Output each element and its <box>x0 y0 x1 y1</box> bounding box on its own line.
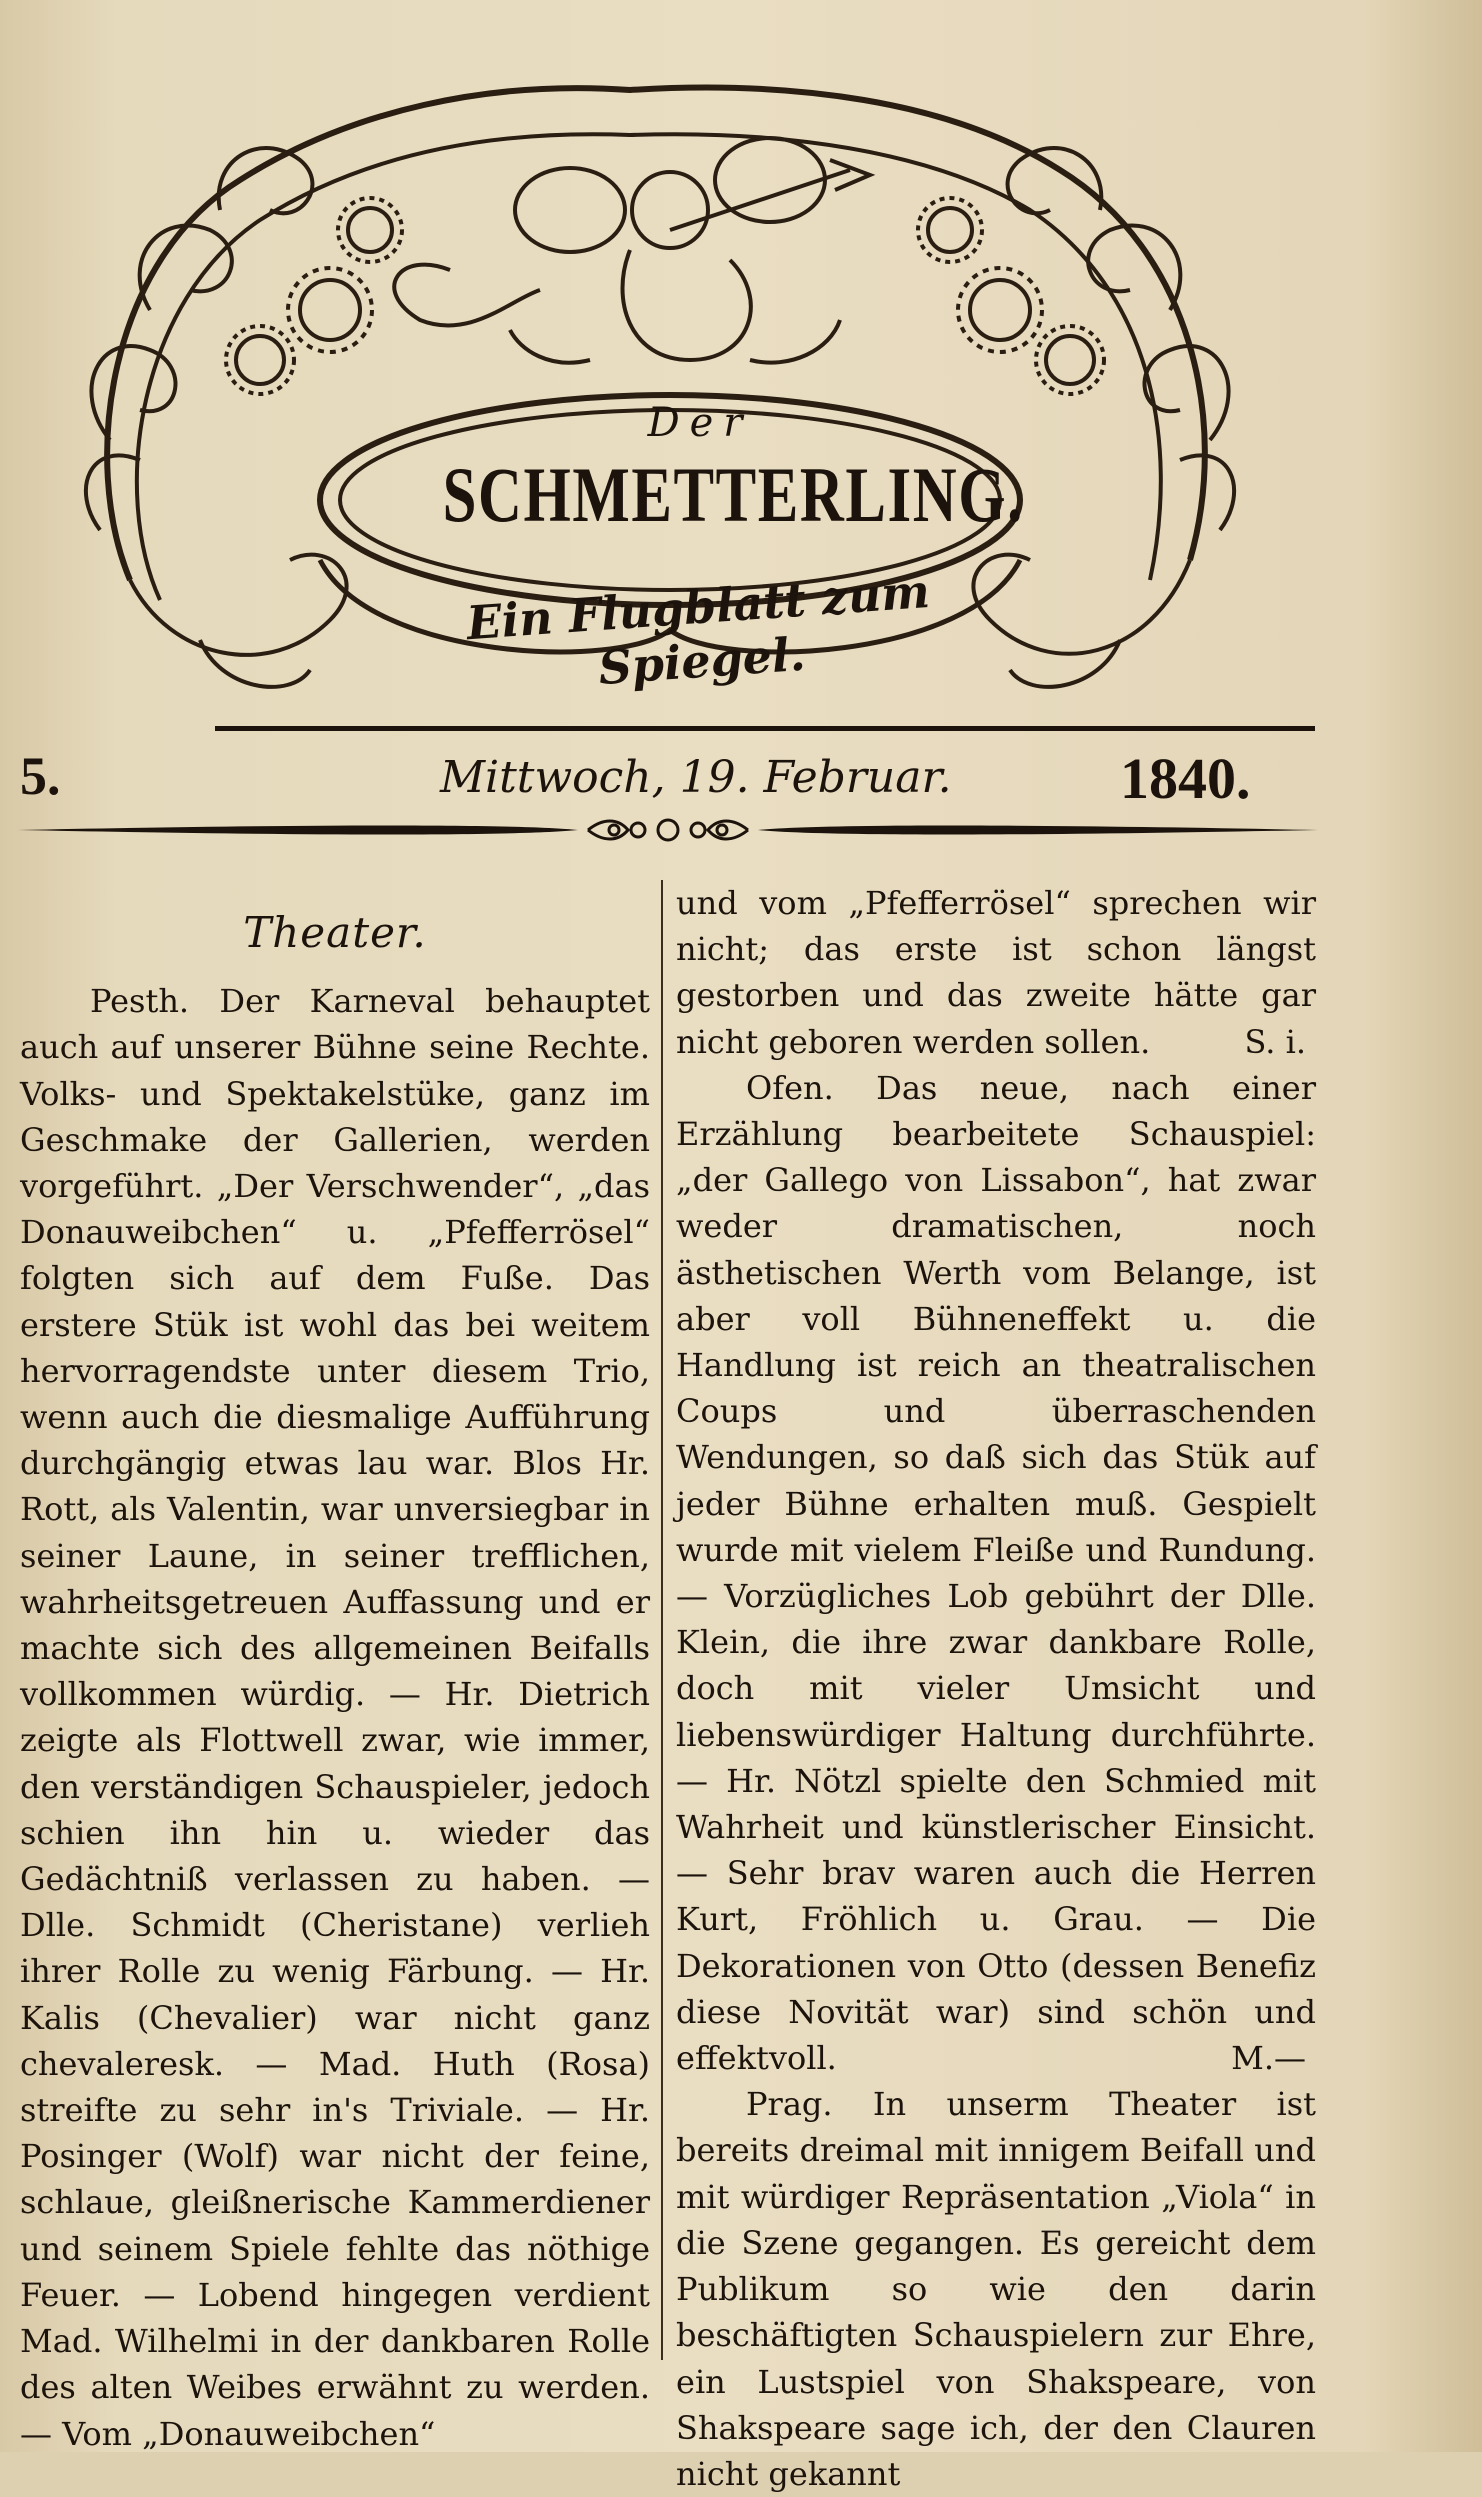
left-column <box>20 880 650 2457</box>
issue-date: Mittwoch, 19. Februar. <box>440 752 952 803</box>
article-prag: Prag. In unserm Theater ist bereits dreimal mit innigem Beifall und mit würdiger Repräsentation „Viola“ in die Szene gegangen. Es gereicht dem Publikum so wie den darin beschäftigten Schauspielern zur Ehre, ein Lustspiel von Shakspeare, von Shakspeare sage ich, der den Clauren nicht gekannt <box>676 2085 1316 2493</box>
article-pesth: Pesth. Der Karneval behauptet auch auf unserer Bühne seine Rechte. Volks- und Spektakelstüke, ganz im Geschmake der Gallerien, werden vorgeführt. „Der Verschwender“, „das Donauweibchen“ u. „Pfefferrösel“ folgten sich auf dem Fuße. Das erstere Stük ist wohl das bei weitem hervorragendste unter diesem Trio, wenn auch die diesmalige Aufführung durchgängig etwas lau war. Blos Hr. Rott, als Valentin, war unversiegbar in seiner Laune, in seiner trefflichen, wahrheitsgetreuen Auffassung und er machte sich des allgemeinen Beifalls vollkommen würdig. — Hr. Dietrich zeigte als Flottwell zwar, wie immer, den verständigen Schauspieler, jedoch schien ihn hin u. wieder das Gedächtniß verlassen zu haben. — Dlle. Schmidt (Cheristane) verlieh ihrer Rolle zu wenig Färbung. — Hr. Kalis (Chevalier) war nicht ganz chevaleresk. — Mad. Huth (Rosa) streifte zu sehr in's Triviale. — Hr. Posinger (Wolf) war nicht der feine, schlaue, gleißnerische Kammerdiener und seinem Spiele fehlte das nöthige Feuer. — Lobend hingegen verdient Mad. Wilhelmi in der dankbaren Rolle des alten Weibes erwähnt zu werden. — Vom „Donauweibchen“ <box>20 982 650 2453</box>
masthead-article: Der <box>647 400 753 446</box>
article-pesth-continued-text: und vom „Pfefferrösel“ sprechen wir nicht; das erste ist schon längst gestorben und das zweite hätte gar nicht geboren werden sollen. <box>676 884 1316 1061</box>
signature-si: S. i. <box>1244 1022 1306 1061</box>
masthead-rule <box>215 726 1315 731</box>
masthead <box>70 60 1250 700</box>
issue-number: 5. <box>20 746 61 806</box>
masthead-subtitle: Ein Flugblatt zum Spiegel. <box>464 563 932 696</box>
signature-m: M.— <box>1231 2039 1306 2078</box>
article-ofen-text: Ofen. Das neue, nach einer Erzählung bearbeitete Schauspiel: „der Gallego von Lissabon“, hat zwar weder dramatischen, noch ästhetischen Werth vom Belange, ist aber voll Bühneneffekt u. die Handlung ist reich an theatralischen Coups und überraschenden Wendungen, so daß sich das Stük auf jeder Bühne erhalten muß. Gespielt wurde mit vielem Fleiße und Rundung. — Vorzügliches Lob gebührt der Dlle. Klein, die ihre zwar dankbare Rolle, doch mit vieler Umsicht und liebenswürdiger Haltung durchführte. — Hr. Nötzl spielte den Schmied mit Wahrheit und künstlerischer Einsicht. — Sehr brav waren auch die Herren Kurt, Fröhlich u. Grau. — Die Dekorationen von Otto (dessen Benefiz diese Novität war) sind schön und effektvoll. <box>676 1068 1316 2078</box>
issue-year: 1840. <box>1120 746 1251 811</box>
article-pesth-continued <box>676 880 1316 1065</box>
right-column <box>676 880 1316 2497</box>
masthead-title: SCHMETTERLING. <box>442 451 1024 538</box>
section-heading-theater: Theater. <box>243 908 427 957</box>
ornamental-divider <box>18 810 1318 850</box>
column-divider <box>661 880 663 2360</box>
article-ofen <box>676 1065 1316 2081</box>
